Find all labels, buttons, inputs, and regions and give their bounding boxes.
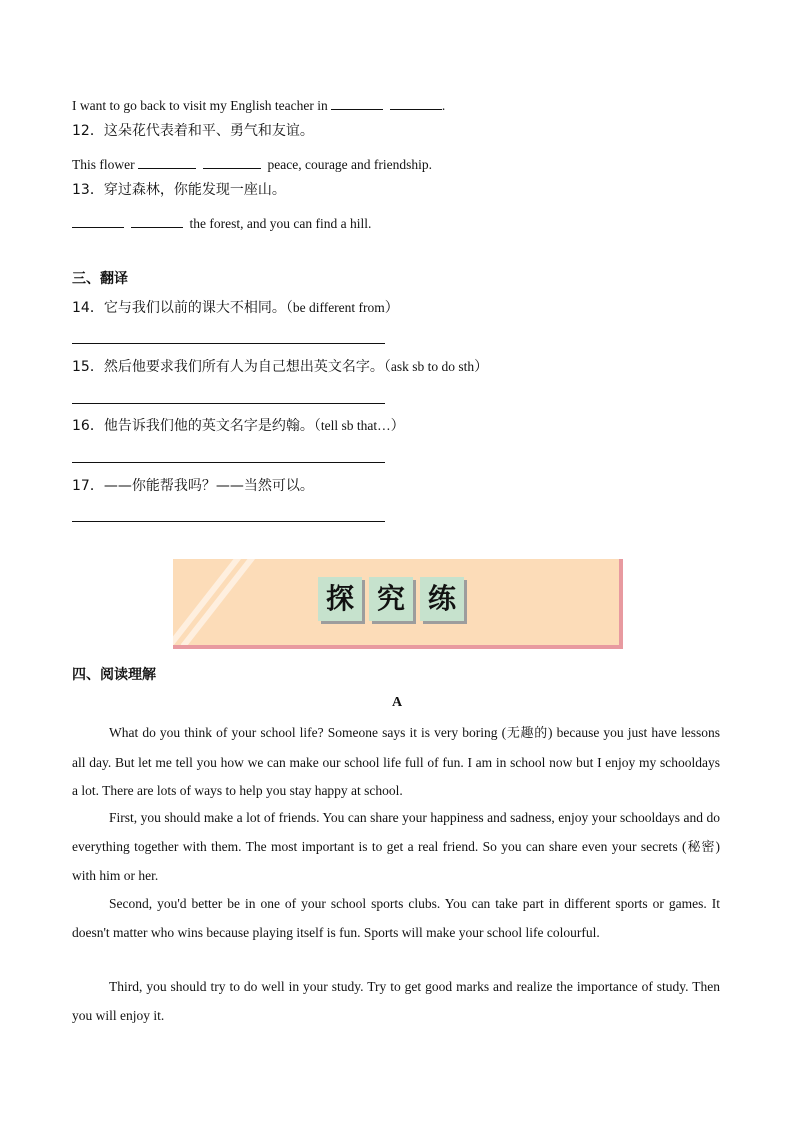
- answer-blank[interactable]: [138, 154, 196, 169]
- answer-line[interactable]: [72, 521, 385, 522]
- sentence-text: I want to go back to visit my English teacher in: [72, 98, 332, 113]
- question-17: 17．——你能帮我吗？——当然可以。: [72, 478, 314, 494]
- passage-title: A: [391, 695, 403, 710]
- question-13: 13．穿过森林，你能发现一座山。: [72, 182, 286, 198]
- answer-blank[interactable]: [72, 213, 124, 228]
- sentence-text: the forest, and you can find a hill.: [186, 216, 372, 231]
- answer-blank[interactable]: [131, 213, 183, 228]
- paragraph-2: First, you should make a lot of friends. You can share your happiness and sadness, enjoy your schooldays and do everything together with them. The most important is to get a real friend. So you can share even your secrets (秘密) with him or her.: [72, 810, 720, 883]
- fill-line-12: [72, 154, 432, 174]
- section-heading-translation: 三、翻译: [72, 271, 128, 287]
- section-heading-reading: 四、阅读理解: [72, 667, 156, 683]
- answer-blank[interactable]: [331, 95, 383, 110]
- banner-stripe: [181, 559, 260, 648]
- banner-tiles: [318, 577, 464, 621]
- paragraph-3: Second, you'd better be in one of your school sports clubs. You can take part in different sports or games. It doesn't matter who wins because playing itself is fun. Sports will make your school life colourful.: [72, 896, 720, 940]
- paragraph-1: What do you think of your school life? Someone says it is very boring (无趣的) because you just have lessons all day. But let me tell you how we can make our school life full of fun. I am in school now but I enjoy my schooldays a lot. There are lots of ways to help you stay happy at school.: [72, 725, 720, 798]
- question-16: 16．他告诉我们他的英文名字是约翰。（tell sb that…）: [72, 418, 405, 434]
- fill-line-1: [72, 95, 445, 115]
- answer-line[interactable]: [72, 343, 385, 344]
- sentence-text: This flower: [72, 157, 138, 172]
- banner-char: 究: [369, 577, 413, 621]
- banner-stripe: [173, 559, 245, 648]
- question-12: 12．这朵花代表着和平、勇气和友谊。: [72, 123, 314, 139]
- question-15: 15．然后他要求我们所有人为自己想出英文名字。（ask sb to do sth）: [72, 359, 489, 375]
- practice-banner: [173, 559, 623, 649]
- paragraph-4: Third, you should try to do well in your study. Try to get good marks and realize the importance of study. Then you will enjoy it.: [72, 979, 720, 1023]
- answer-blank[interactable]: [203, 154, 261, 169]
- fill-line-13: [72, 213, 371, 233]
- answer-line[interactable]: [72, 403, 385, 404]
- sentence-end: .: [441, 98, 446, 113]
- sentence-text: peace, courage and friendship.: [264, 157, 433, 172]
- question-14: 14．它与我们以前的课大不相同。（be different from）: [72, 300, 399, 316]
- banner-char: 练: [420, 577, 464, 621]
- banner-char: 探: [318, 577, 362, 621]
- answer-line[interactable]: [72, 462, 385, 463]
- answer-blank[interactable]: [390, 95, 442, 110]
